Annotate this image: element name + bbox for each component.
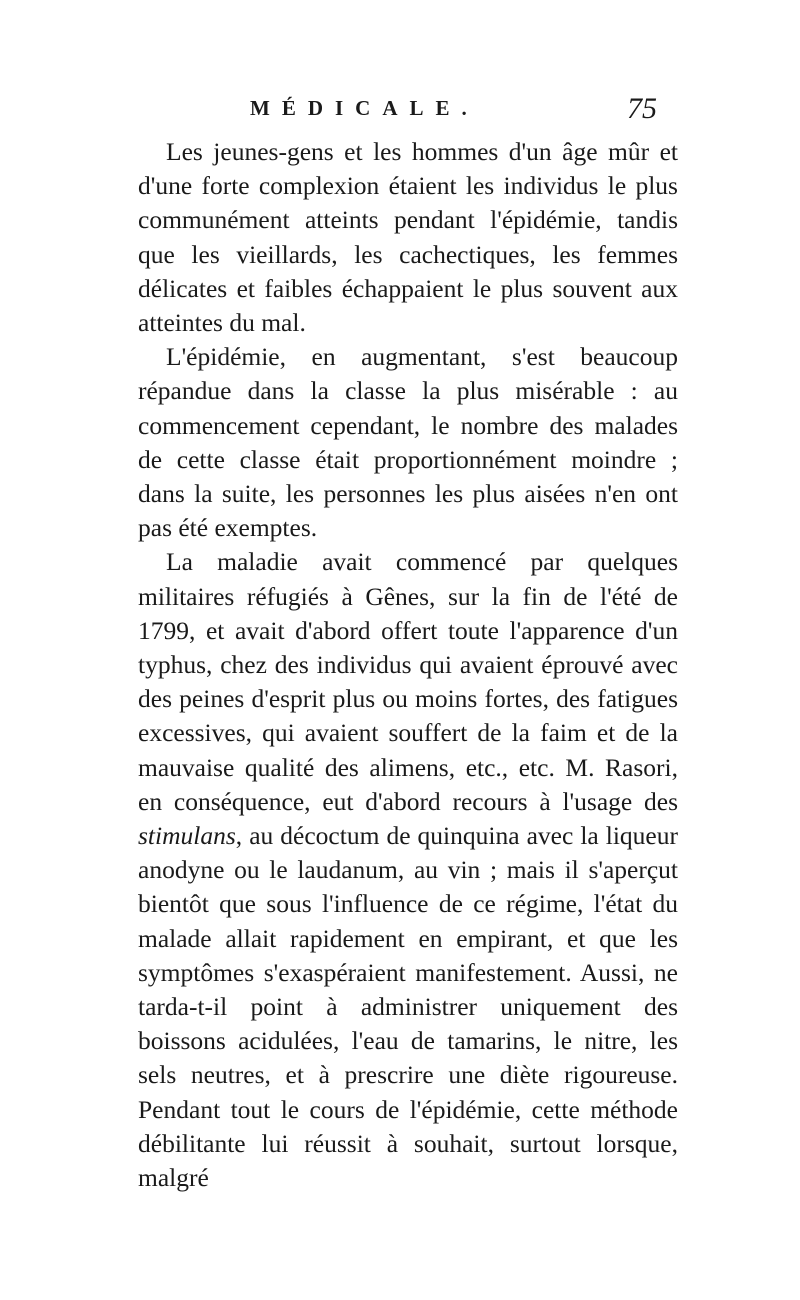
page-number: 75 [627,92,657,125]
paragraph-1: Les jeunes-gens et les hommes d'un âge mûr et d'une forte complexion étaient les individus le plus communément atteints pendant l'épidémie, tandis que les vieillards, les cachectiques, les femmes délicates et faibles échappaient le plus souvent aux atteintes du mal. [138,137,678,338]
paragraph-2: L'épidémie, en augmentant, s'est beaucoup répandue dans la classe la plus misérable : au commencement cependant, le nombre des malades de cette classe était proportionnément moindre ; dans la suite, les personnes les plus aisées n'en ont pas été exemptes. [138,342,678,543]
italic-term: stimulans [138,821,236,851]
paragraph-3-part-2: , au décoctum de quinquina avec la liqueur anodyne ou le laudanum, au vin ; mais il s'aperçut bientôt que sous l'influence de ce régime, l'état du malade allait rapidement en empirant, et que les symptômes s'exaspéraient manifestement. Aussi, ne tarda-t-il point à administrer uniquement des boissons acidulées, l'eau de tamarins, le nitre, les sels neutres, et à prescrire une diète rigoureuse. Pendant tout le cours de l'épidémie, cette méthode débilitante lui réussit à souhait, surtout lorsque, malgré [138,821,678,1193]
body-text [138,135,678,1195]
paragraph-3-part-1: La maladie avait commencé par quelques militaires réfugiés à Gênes, sur la fin de l'été de 1799, et avait d'abord offert toute l'apparence d'un typhus, chez des individus qui avaient éprouvé avec des peines d'esprit plus ou moins fortes, des fatigues excessives, qui avaient souffert de la faim et de la mauvaise qualité des alimens, etc., etc. M. Rasori, en conséquence, eut d'abord recours à l'usage des [138,547,678,816]
running-head: MÉDICALE. [250,96,479,120]
paragraph-3 [138,545,678,1195]
